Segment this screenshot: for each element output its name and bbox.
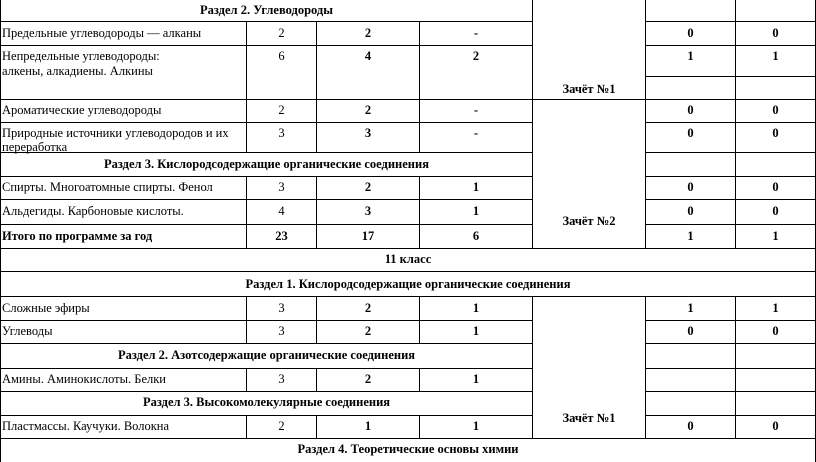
practice-cell: 1 — [472, 324, 480, 338]
topic-name: Ароматические углеводороды — [2, 103, 162, 117]
lab-cell: 0 — [772, 324, 779, 338]
hours-cell: 2 — [278, 419, 285, 433]
hours-cell: 3 — [278, 324, 285, 338]
hours-cell: 2 — [278, 103, 285, 117]
control-cell: 1 — [687, 49, 694, 63]
practice-cell: 1 — [472, 204, 480, 218]
zachet-label: Зачёт №1 — [562, 82, 616, 96]
lab-cell: 0 — [772, 126, 779, 140]
practice-cell: - — [473, 126, 479, 140]
theory-cell: 1 — [364, 419, 372, 433]
practice-cell: 2 — [472, 49, 480, 63]
total-theory: 17 — [361, 229, 375, 243]
section-header: Раздел 3. Высокомолекулярные соединения — [142, 395, 391, 409]
practice-cell: - — [473, 26, 479, 40]
control-cell: 0 — [687, 180, 694, 194]
topic-name: Предельные углеводороды — алканы — [2, 26, 202, 40]
lab-cell: 0 — [772, 419, 779, 433]
zachet-label: Зачёт №2 — [562, 214, 616, 228]
topic-name-line2: алкены, алкадиены. Алкины — [2, 64, 153, 78]
section-header: Раздел 4. Теоретические основы химии — [297, 442, 519, 456]
theory-cell: 2 — [364, 180, 372, 194]
hours-cell: 3 — [278, 372, 285, 386]
lab-cell: 0 — [772, 180, 779, 194]
theory-cell: 2 — [364, 103, 372, 117]
hours-cell: 3 — [278, 301, 285, 315]
topic-name-line2: переработка — [2, 140, 68, 154]
total-control: 1 — [687, 229, 694, 243]
control-cell: 0 — [687, 26, 694, 40]
practice-cell: - — [473, 103, 479, 117]
topic-name: Пластмассы. Каучуки. Волокна — [2, 419, 170, 433]
theory-cell: 2 — [364, 324, 372, 338]
control-cell: 0 — [687, 419, 694, 433]
practice-cell: 1 — [472, 301, 480, 315]
control-cell: 0 — [687, 324, 694, 338]
topic-name: Углеводы — [2, 324, 53, 338]
total-lab: 1 — [772, 229, 779, 243]
practice-cell: 1 — [472, 180, 480, 194]
topic-name: Спирты. Многоатомные спирты. Фенол — [2, 180, 213, 194]
total-hours: 23 — [275, 229, 288, 243]
hours-cell: 3 — [278, 126, 285, 140]
theory-cell: 2 — [364, 26, 372, 40]
control-cell: 0 — [687, 126, 694, 140]
control-cell: 0 — [687, 204, 694, 218]
topic-name: Непредельные углеводороды: — [2, 49, 160, 63]
lab-cell: 1 — [772, 49, 779, 63]
theory-cell: 2 — [364, 372, 372, 386]
hours-cell: 6 — [278, 49, 285, 63]
total-label: Итого по программе за год — [2, 229, 153, 243]
total-practice: 6 — [472, 229, 480, 243]
lab-cell: 0 — [772, 26, 779, 40]
topic-name: Природные источники углеводородов и их — [2, 126, 229, 140]
practice-cell: 1 — [472, 419, 480, 433]
section-header: Раздел 3. Кислородсодержащие органические соединения — [104, 157, 429, 171]
practice-cell: 1 — [472, 372, 480, 386]
lab-cell: 0 — [772, 204, 779, 218]
theory-cell: 2 — [364, 301, 372, 315]
lab-cell: 1 — [772, 301, 779, 315]
control-cell: 0 — [687, 103, 694, 117]
theory-cell: 3 — [364, 204, 372, 218]
section-header: Раздел 2. Азотсодержащие органические соединения — [117, 348, 416, 362]
control-cell: 1 — [687, 301, 694, 315]
grade-header: 11 класс — [384, 252, 432, 266]
topic-name: Амины. Аминокислоты. Белки — [2, 372, 167, 386]
theory-cell: 4 — [364, 49, 372, 63]
topic-name: Сложные эфиры — [2, 301, 90, 315]
section-header: Раздел 1. Кислородсодержащие органические соединения — [245, 277, 571, 291]
hours-cell: 2 — [278, 26, 285, 40]
section-header: Раздел 2. Углеводороды — [200, 3, 333, 17]
zachet-label: Зачёт №1 — [562, 411, 616, 425]
hours-cell: 4 — [278, 204, 285, 218]
lab-cell: 0 — [772, 103, 779, 117]
topic-name: Альдегиды. Карбоновые кислоты. — [2, 204, 184, 218]
hours-cell: 3 — [278, 180, 285, 194]
theory-cell: 3 — [364, 126, 372, 140]
